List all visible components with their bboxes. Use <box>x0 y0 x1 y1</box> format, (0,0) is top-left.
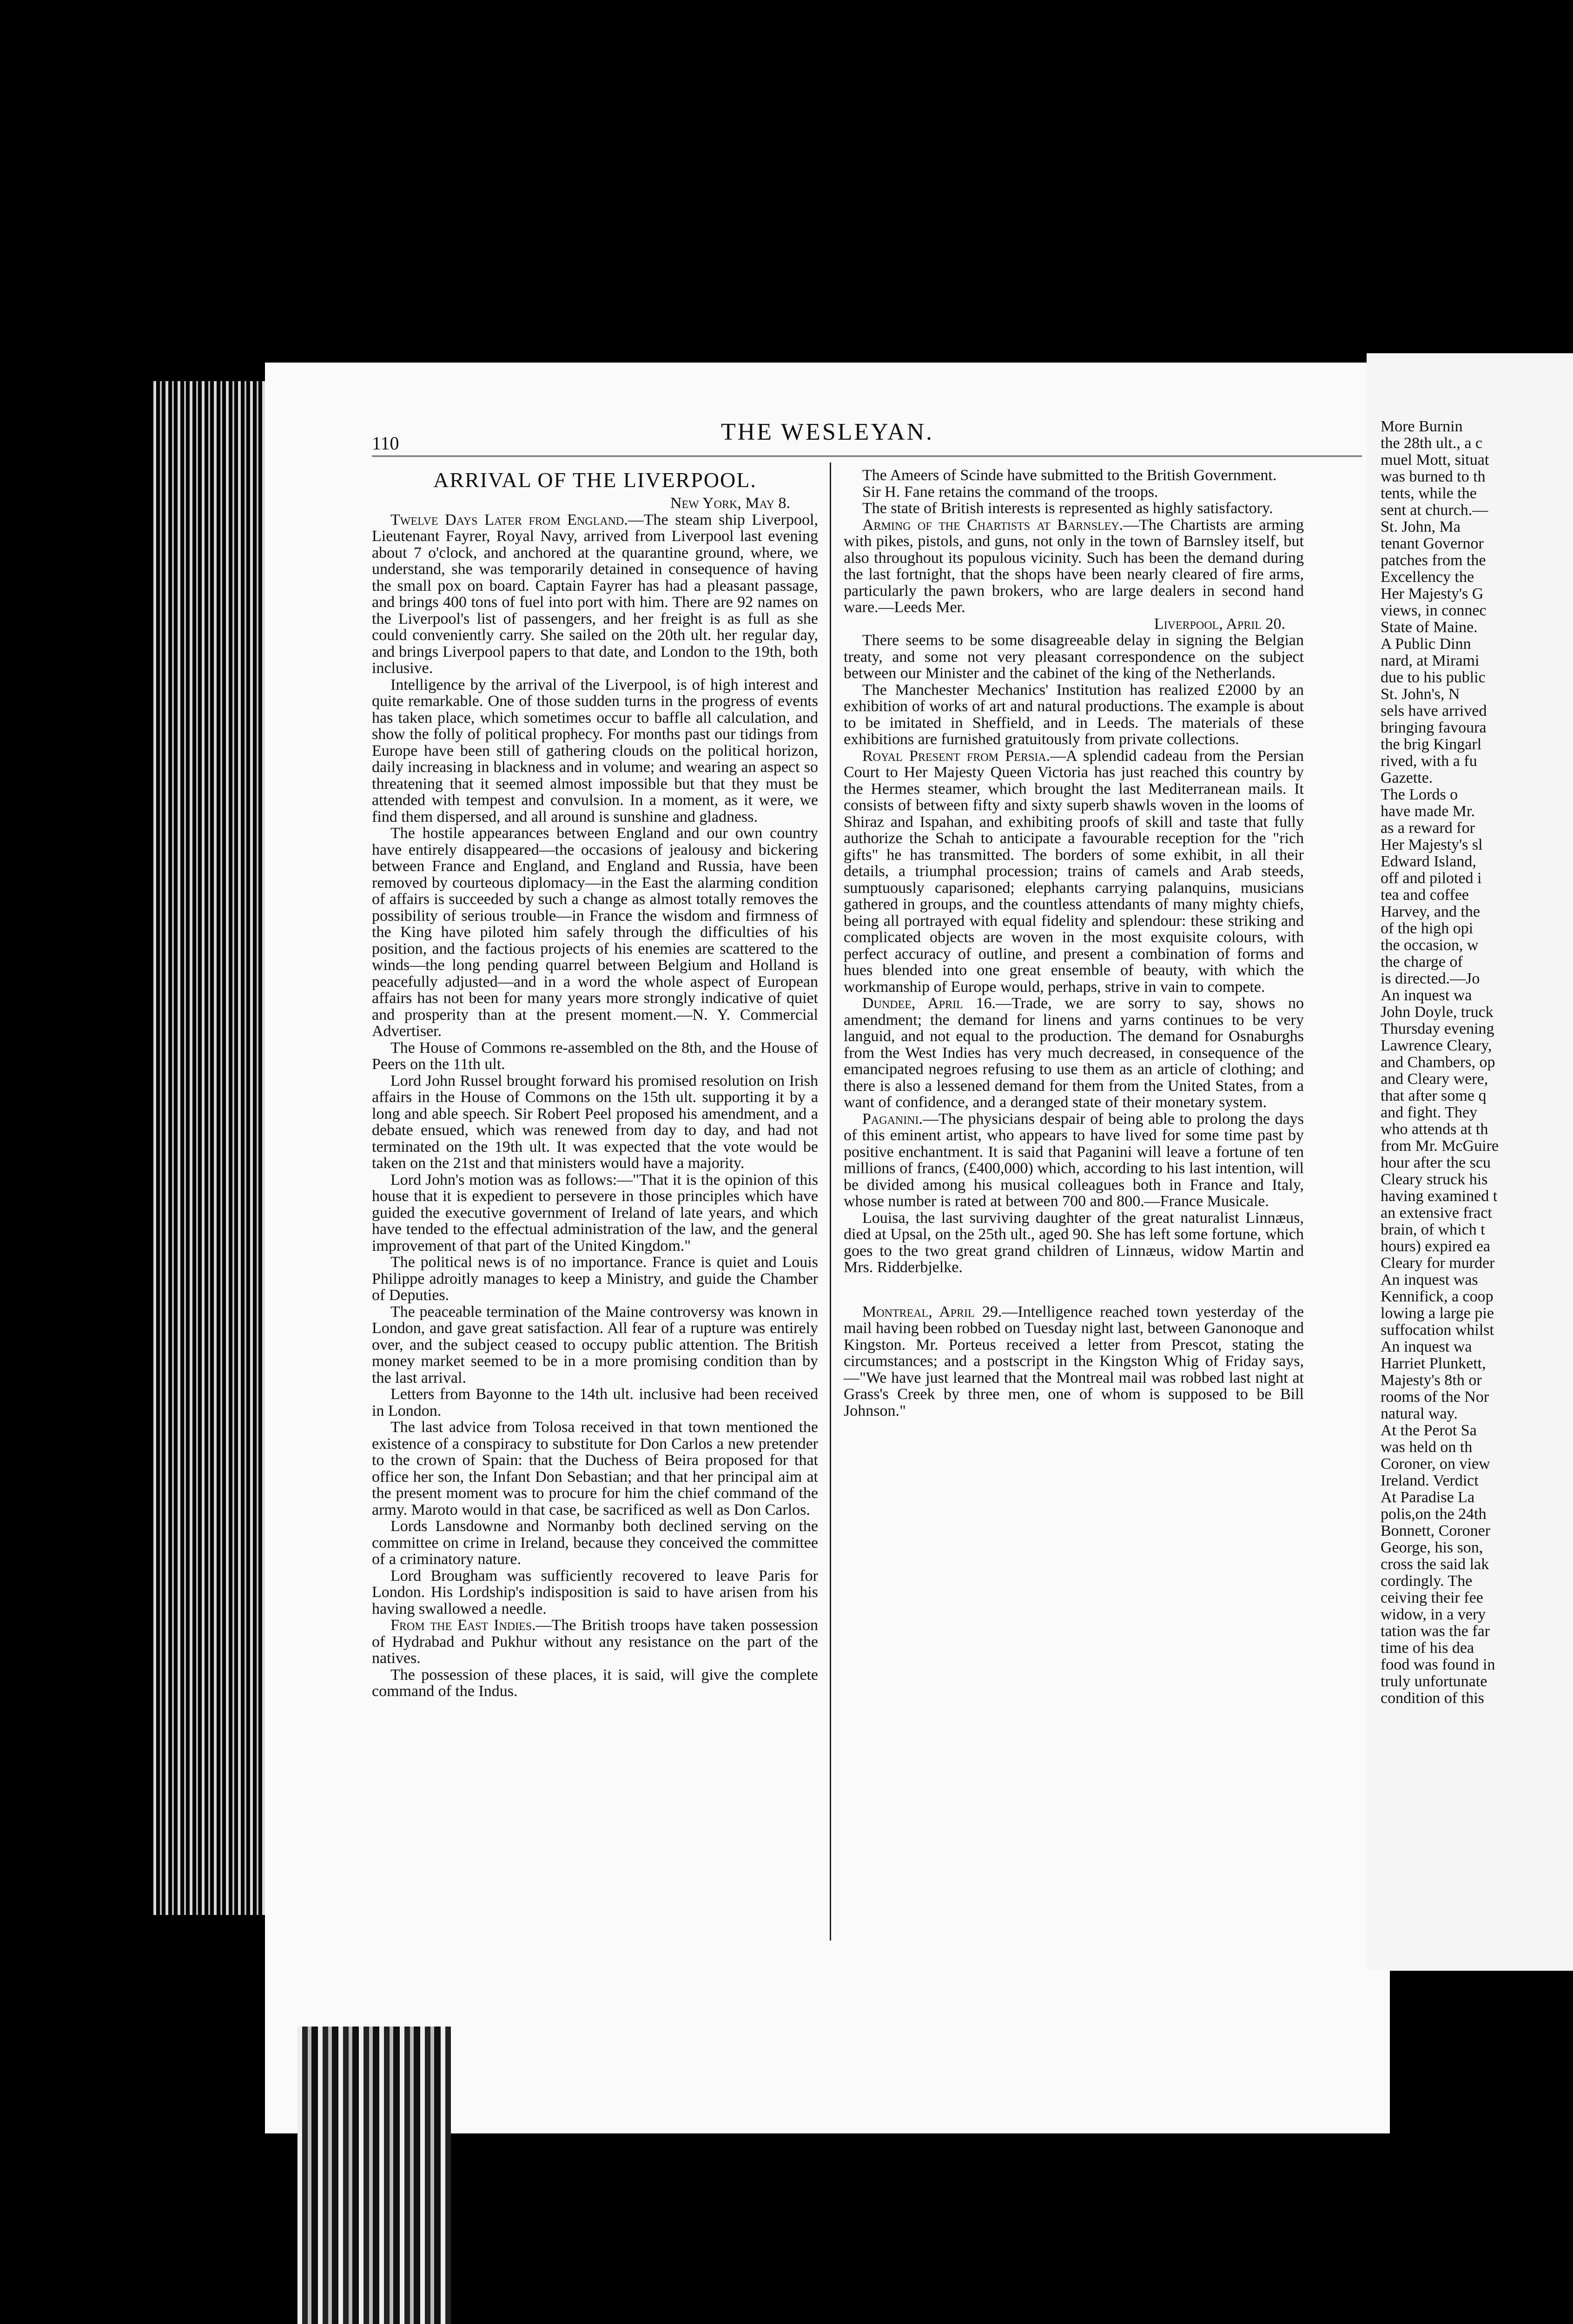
adjacent-page-line: of the high opi <box>1381 920 1474 937</box>
article-dateline: Liverpool, April 20. <box>1154 615 1285 633</box>
adjacent-page-line: At Paradise La <box>1381 1489 1475 1506</box>
adjacent-page-line: At the Perot Sa <box>1381 1422 1477 1439</box>
paragraph-lead: Twelve Days Later from England. <box>390 511 628 528</box>
adjacent-page-line: truly unfortunate <box>1381 1673 1487 1690</box>
adjacent-page-line: St. John, Ma <box>1381 518 1461 535</box>
adjacent-page-line: A Public Dinn <box>1381 635 1471 653</box>
article-paragraph: The Manchester Mechanics' Institution has realized £2000 by an exhibition of works of art and natural productions. The example is about to be imitated in Sheffield, and in Leeds. The materials of these exhibitions are furnished gratuitously from private collections. <box>844 681 1304 748</box>
article-paragraph: Louisa, the last surviving daughter of the great naturalist Linnæus, died at Upsal, on the 25th ult., aged 90. She has left some fortune, which goes to the two great grand children of Linnæus, widow Martin and Mrs. Ridderbjelke. <box>844 1209 1304 1276</box>
header-rule <box>372 456 1362 457</box>
article-paragraph: Lord John's motion was as follows:—"That it is the opinion of this house that it is expedient to persevere in those principles which have guided the executive government of Ireland of late years, and which have tended to the effectual administration of the law, and the general improvement of that part of the United Kingdom." <box>372 1171 818 1254</box>
adjacent-page-line: Lawrence Cleary, <box>1381 1037 1492 1054</box>
adjacent-page-line: Bonnett, Coroner <box>1381 1522 1491 1539</box>
adjacent-page-line: Thursday evening <box>1381 1020 1494 1037</box>
adjacent-page-line: was held on th <box>1381 1439 1473 1456</box>
article-paragraph: The possession of these places, it is said, will give the complete command of the Indus. <box>372 1666 818 1700</box>
adjacent-page-line: An inquest was <box>1381 1271 1478 1288</box>
adjacent-page-line: cross the said lak <box>1381 1556 1489 1573</box>
article-paragraph: Royal Present from Persia.—A splendid cadeau from the Persian Court to Her Majesty Queen Victoria has just reached this country by the Hermes steamer, which brought the last Mediterranean mails. It consists of between fifty and sixty superb shawls woven in the looms of Shiraz and Ispahan, and exhibiting proofs of skill and taste that fully authorize the Schah to anticipate a favourable reception for the "rich gifts" he has transmitted. The borders of some exhibit, in all their details, a triumphal procession; trains of camels and Arab steeds, sumptuously caparisoned; elephants carrying palanquins, musicians gathered in groups, and the countless attendants of many mighty chiefs, being all portrayed with equal fidelity and splendour: these striking and complicated objects are woven in the most exquisite colours, with perfect accuracy of outline, and present a combination of forms and hues blended into one great ensemble of beauty, with which the workmanship of Europe would, perhaps, strive in vain to compete. <box>844 747 1304 996</box>
adjacent-page-line: tenant Governor <box>1381 535 1484 552</box>
adjacent-page-line: Edward Island, <box>1381 853 1476 870</box>
adjacent-page-line: from Mr. McGuire <box>1381 1137 1499 1155</box>
adjacent-page-line: polis,on the 24th <box>1381 1505 1487 1523</box>
article-paragraph: The House of Commons re-assembled on the 8th, and the House of Peers on the 11th ult. <box>372 1039 818 1073</box>
adjacent-page-line: An inquest wa <box>1381 1338 1472 1355</box>
adjacent-page-line: Gazette. <box>1381 769 1433 786</box>
adjacent-page-line: hours) expired ea <box>1381 1238 1491 1255</box>
column-divider <box>830 462 831 1941</box>
adjacent-page-line: State of Maine. <box>1381 619 1478 636</box>
adjacent-page-line: rived, with a fu <box>1381 753 1477 770</box>
adjacent-page-line: having examined t <box>1381 1188 1498 1205</box>
adjacent-page-line: time of his dea <box>1381 1639 1474 1657</box>
adjacent-page-line: ceiving their fee <box>1381 1589 1483 1606</box>
adjacent-page-line: More Burnin <box>1381 418 1463 435</box>
adjacent-page-line: Kennifick, a coop <box>1381 1288 1494 1305</box>
adjacent-page-line: tation was the far <box>1381 1623 1490 1640</box>
adjacent-page-line: the brig Kingarl <box>1381 736 1482 753</box>
paragraph-lead: From the East Indies. <box>390 1617 536 1634</box>
article-paragraph: The peaceable termination of the Maine controversy was known in London, and gave great satisfaction. All fear of a rupture was entirely over, and the subject ceased to occupy public attention. The British money market seemed to be in a more promising condition than by the last arrival. <box>372 1303 818 1386</box>
page-number: 110 <box>372 433 399 454</box>
adjacent-page-line: natural way. <box>1381 1405 1458 1422</box>
article-paragraph: Dundee, April 16.—Trade, we are sorry to say, shows no amendment; the demand for linens and yarns continues to be very languid, and not equal to the production. The demand for Osnaburghs from the West Indies has very much decreased, in consequence of the emancipated negroes refusing to use them as an article of clothing; and there is also a lessened demand for them from the United States, from a want of confidence, and a deranged state of their monetary system. <box>844 995 1304 1111</box>
adjacent-page-line: due to his public <box>1381 669 1486 686</box>
adjacent-page-line: Cleary struck his <box>1381 1171 1488 1188</box>
adjacent-page-line: An inquest wa <box>1381 987 1472 1004</box>
article-paragraph: There seems to be some disagreeable delay in signing the Belgian treaty, and some not very pleasant correspondence on the subject between our Minister and the cabinet of the king of the Netherlands. <box>844 632 1304 682</box>
adjacent-page-line: the 28th ult., a c <box>1381 435 1483 452</box>
adjacent-page-line: bringing favoura <box>1381 719 1487 736</box>
adjacent-page-line: Harriet Plunkett, <box>1381 1355 1486 1372</box>
article-paragraph: The hostile appearances between England and our own country have entirely disappeared—the occasions of jealousy and bickering between France and England, and England and Russia, have been removed by courteous diplomacy—in the East the alarming condition of affairs is succeeded by such a change as almost totally removes the possibility of serious trouble—in France the wisdom and firmness of the King have piloted him safely through the difficulties of his position, and the factious projects of his enemies are scattered to the winds—the long pending quarrel between Belgium and Holland is peacefully adjusted—and in a word the whole aspect of European affairs has not been for many years more strongly indicative of quiet and prosperity than at the present moment.—N. Y. Commercial Advertiser. <box>372 825 818 1040</box>
article-paragraph: From the East Indies.—The British troops have taken possession of Hydrabad and Pukhur without any resistance on the part of the natives. <box>372 1617 819 1667</box>
article-paragraph: Letters from Bayonne to the 14th ult. inclusive had been received in London. <box>372 1386 818 1419</box>
adjacent-page-line: George, his son, <box>1381 1539 1483 1556</box>
article-headline: ARRIVAL OF THE LIVERPOOL. <box>433 468 757 492</box>
article-paragraph: Arming of the Chartists at Barnsley.—The Chartists are arming with pikes, pistols, and guns, not only in the town of Barnsley itself, but also throughout its populous vicinity. Such has been the demand during the last fortnight, that the shops have been nearly cleared of fire arms, particularly the pawn brokers, who are large dealers in second hand ware.—Leeds Mer. <box>844 516 1304 616</box>
adjacent-page-line: cordingly. The <box>1381 1572 1473 1590</box>
article-paragraph: Sir H. Fane retains the command of the troops. <box>862 483 1158 501</box>
adjacent-page-line: sels have arrived <box>1381 702 1487 720</box>
adjacent-page-fragment <box>1367 353 1573 1971</box>
adjacent-page-line: who attends at th <box>1381 1121 1488 1138</box>
adjacent-page-line: Majesty's 8th or <box>1381 1372 1482 1389</box>
article-paragraph: Intelligence by the arrival of the Liverpool, is of high interest and quite remarkable. One of those sudden turns in the progress of events has taken place, which sometimes occur to baffle all calculation, and show the folly of political prophecy. For months past our tidings from Europe have been still of gathering clouds on the political horizon, daily increasing in blackness and in volume; and wearing an aspect so threatening that it seemed almost impossible but that they must be attended with tempest and convulsion. In a moment, as it were, we find them dispersed, and all around is sunshine and gladness. <box>372 676 818 825</box>
binder-clip <box>297 2027 451 2324</box>
right-column <box>844 467 1304 1419</box>
paragraph-lead: Montreal, April 29. <box>862 1303 1002 1320</box>
adjacent-page-line: lowing a large pie <box>1381 1305 1494 1322</box>
paragraph-lead: Arming of the Chartists at Barnsley. <box>862 516 1124 534</box>
article-paragraph: The state of British interests is represented as highly satisfactory. <box>862 500 1273 517</box>
article-paragraph: Lord John Russel brought forward his promised resolution on Irish affairs in the House of Commons on the 15th ult. supporting it by a long and able speech. Sir Robert Peel proposed his amendment, and a debate ensued, which was renewed from day to day, and had not terminated on the 19th ult. It was expected that the vote would be taken on the 21st and that ministers would have a majority. <box>372 1072 818 1172</box>
adjacent-page-line: tea and coffee <box>1381 886 1469 904</box>
adjacent-page-line: tents, while the <box>1381 485 1477 502</box>
adjacent-page-line: and Cleary were, <box>1381 1070 1488 1088</box>
article-dateline: New York, May 8. <box>670 495 790 512</box>
article-paragraph: Lord Brougham was sufficiently recovered to leave Paris for London. His Lordship's indisposition is said to have arisen from his having swallowed a needle. <box>372 1567 818 1618</box>
adjacent-page-line: the occasion, w <box>1381 937 1479 954</box>
adjacent-page-line: food was found in <box>1381 1656 1495 1673</box>
adjacent-page-line: and fight. They <box>1381 1104 1478 1121</box>
adjacent-page-line: sent at church.— <box>1381 502 1488 519</box>
adjacent-page-line: suffocation whilst <box>1381 1321 1494 1339</box>
adjacent-page-line: Ireland. Verdict <box>1381 1472 1479 1489</box>
adjacent-page-line: as a reward for <box>1381 819 1475 837</box>
adjacent-page-line: St. John's, N <box>1381 686 1460 703</box>
adjacent-page-line: condition of this <box>1381 1690 1484 1707</box>
article-paragraph: Lords Lansdowne and Normanby both declined serving on the committee on crime in Ireland, because they conceived the committee of a criminatory nature. <box>372 1518 818 1568</box>
adjacent-page-line: Excellency the <box>1381 568 1474 586</box>
adjacent-page-line: was burned to th <box>1381 468 1486 485</box>
adjacent-page-line: the charge of <box>1381 953 1463 971</box>
adjacent-page-line: Harvey, and the <box>1381 903 1480 920</box>
adjacent-page-line: Coroner, on view <box>1381 1455 1490 1472</box>
adjacent-page-text <box>1367 353 1573 1707</box>
adjacent-page-line: The Lords o <box>1381 786 1458 803</box>
adjacent-page-line: John Doyle, truck <box>1381 1004 1494 1021</box>
article-paragraph: The Ameers of Scinde have submitted to the British Government. <box>862 467 1277 484</box>
article-paragraph: Montreal, April 29.—Intelligence reached town yesterday of the mail having been robbed on Tuesday night last, between Ganonoque and Kingston. Mr. Porteus received a letter from Prescot, stating the circumstances; and a postscript in the Kingston Whig of Friday says,—"We have just learned that the Montreal mail was robbed last night at Grass's Creek by three men, one of whom is supposed to be Bill Johnson." <box>844 1303 1304 1419</box>
adjacent-page-line: Her Majesty's sl <box>1381 836 1483 853</box>
article-paragraph: Twelve Days Later from England.—The steam ship Liverpool, Lieutenant Fayrer, Royal Navy, arrived from Liverpool last evening about 7 o'clock, and anchored at the quarantine ground, where, we understand, she was temporarily detained in consequence of having the small pox on board. Captain Fayrer has had a pleasant passage, and brings 400 tons of fuel into port with him. There are 92 names on the Liverpool's list of passengers, and her freight is as full as she could conveniently carry. She sailed on the 20th ult. her regular day, and brings Liverpool papers to that date, and London to the 19th, both inclusive. <box>372 511 818 677</box>
adjacent-page-line: views, in connec <box>1381 602 1487 619</box>
adjacent-page-line: hour after the scu <box>1381 1154 1491 1171</box>
adjacent-page-line: is directed.—Jo <box>1381 970 1480 987</box>
adjacent-page-line: rooms of the Nor <box>1381 1388 1489 1406</box>
adjacent-page-line: off and piloted i <box>1381 870 1482 887</box>
adjacent-page-line: and Chambers, op <box>1381 1054 1495 1071</box>
article-paragraph: Paganini.—The physicians despair of being able to prolong the days of this eminent artist, who appears to have lived for some time past by positive enchantment. It is said that Paganini will leave a fortune of ten millions of francs, (£400,000) which, according to his last intention, will be divided among his musical colleagues both in France and Italy, whose number is rated at between 700 and 800.—France Musicale. <box>844 1110 1304 1210</box>
adjacent-page-line: Cleary for murder <box>1381 1254 1495 1272</box>
adjacent-page-line: have made Mr. <box>1381 803 1475 820</box>
adjacent-page-line: an extensive fract <box>1381 1204 1492 1221</box>
adjacent-page-line: patches from the <box>1381 552 1486 569</box>
book-spine-edge <box>153 381 265 1915</box>
paragraph-lead: Dundee, April 16. <box>862 995 996 1012</box>
adjacent-page-line: Her Majesty's G <box>1381 585 1484 602</box>
adjacent-page-line: brain, of which t <box>1381 1221 1485 1238</box>
newspaper-page <box>265 363 1390 2133</box>
article-paragraph: The political news is of no importance. France is quiet and Louis Philippe adroitly manages to keep a Ministry, and guide the Chamber of Deputies. <box>372 1254 818 1304</box>
article-paragraph: The last advice from Tolosa received in that town mentioned the existence of a conspiracy to substitute for Don Carlos a new pretender to the crown of Spain: that the Duchess of Beira proposed for that office her son, the Infant Don Sebastian; and that her principal aim at the present moment was to procure for him the chief command of the army. Maroto would in that case, be sacrificed as well as Don Carlos. <box>372 1419 818 1519</box>
paragraph-lead: Paganini. <box>862 1110 923 1128</box>
left-column <box>372 467 818 1700</box>
paragraph-lead: Royal Present from Persia. <box>862 747 1051 765</box>
adjacent-page-line: widow, in a very <box>1381 1606 1486 1623</box>
adjacent-page-line: that after some q <box>1381 1087 1487 1104</box>
running-head: THE WESLEYAN. <box>720 419 934 445</box>
adjacent-page-line: nard, at Mirami <box>1381 652 1480 669</box>
adjacent-page-line: muel Mott, situat <box>1381 451 1489 469</box>
